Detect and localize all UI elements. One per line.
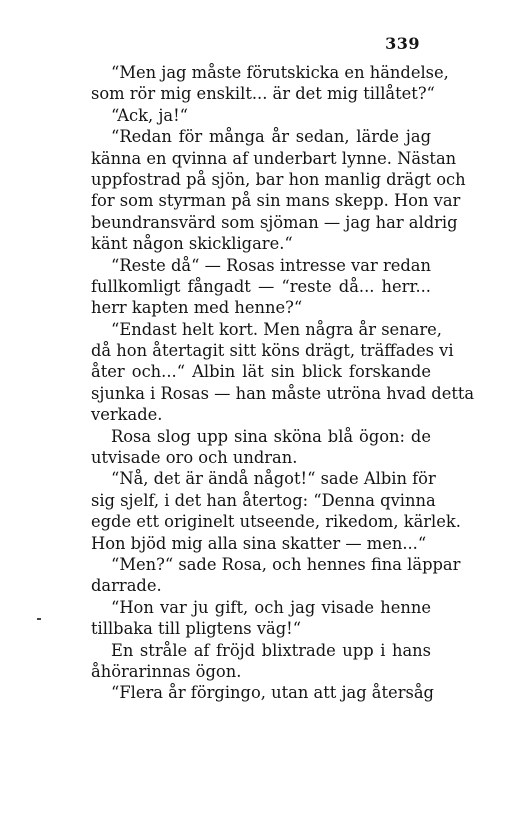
text-line: åhörarinnas ögon. <box>91 661 242 681</box>
text-line: “Ack, ja!“ <box>111 105 188 125</box>
page-number: 339 <box>385 34 420 53</box>
body-text <box>91 62 475 704</box>
text-line: som rör mig enskilt... är det mig tillåtet?“ <box>91 84 435 104</box>
text-line: Rosa slog upp sina sköna blå ögon: de <box>111 426 431 446</box>
text-line: “Men jag måste förutskicka en händelse, <box>111 63 449 82</box>
text-line: beundransvärd som sjöman — jag har aldrig <box>91 212 458 232</box>
text-line: “Redan för många år sedan, lärde jag <box>111 127 431 147</box>
text-line: “Men?“ sade Rosa, och hennes fina läppar <box>111 554 461 574</box>
text-line: “Reste då“ — Rosas intresse var redan <box>111 255 431 275</box>
text-line: utvisade oro och undran. <box>91 448 298 468</box>
text-line: känt någon skickligare.“ <box>91 234 293 254</box>
text-line: for som styrman på sin mans skepp. Hon var <box>91 191 461 211</box>
margin-mark <box>37 618 41 620</box>
text-line: sig sjelf, i det han återtog: “Denna qvinna <box>91 490 436 510</box>
text-line: tillbaka till pligtens väg!“ <box>91 619 302 639</box>
text-line: darrade. <box>91 576 162 596</box>
text-line: “Endast helt kort. Men några år senare, <box>111 319 442 339</box>
text-line: En stråle af fröjd blixtrade upp i hans <box>111 640 431 660</box>
text-line: egde ett originelt utseende, rikedom, kärlek. <box>91 512 461 532</box>
text-line: “Hon var ju gift, och jag visade henne <box>111 597 431 617</box>
text-line: sjunka i Rosas — han måste utröna hvad detta <box>91 383 475 403</box>
text-line: Hon bjöd mig alla sina skatter — men...“ <box>91 533 427 553</box>
text-line: känna en qvinna af underbart lynne. Nästan <box>91 148 457 168</box>
text-line: herr kapten med henne?“ <box>91 298 303 318</box>
text-line: verkade. <box>91 405 163 425</box>
text-line: åter och...“ Albin lät sin blick forskande <box>91 362 431 382</box>
text-line: då hon återtagit sitt köns drägt, träffades vi <box>91 341 454 361</box>
text-line: “Flera år förgingo, utan att jag återsåg <box>111 683 434 703</box>
text-line: uppfostrad på sjön, bar hon manlig drägt och <box>91 169 466 189</box>
text-line: fullkomligt fångadt — “reste då... herr... <box>91 276 431 296</box>
text-line: “Nå, det är ändå något!“ sade Albin för <box>111 469 436 489</box>
